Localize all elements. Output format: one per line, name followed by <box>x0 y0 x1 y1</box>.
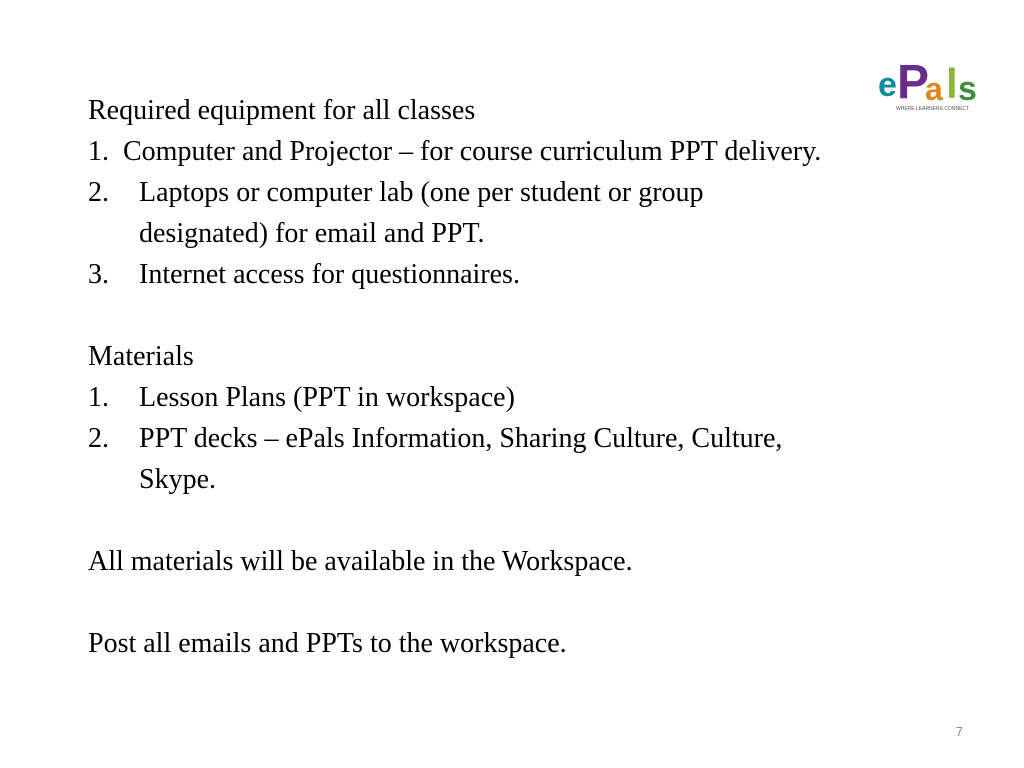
equipment-item-2-text: Laptops or computer lab (one per student or group designated) for email and PPT. <box>139 177 704 249</box>
logo-letter-p: P <box>897 56 930 109</box>
heading-equipment: Required equipment for all classes <box>88 95 476 126</box>
materials-item-1 <box>88 377 839 418</box>
logo-letter-l: l <box>946 60 958 107</box>
heading-materials: Materials <box>88 341 194 372</box>
logo-letter-a: a <box>925 71 943 107</box>
spacer <box>88 500 888 541</box>
equipment-item-1 <box>88 131 868 172</box>
note-post: Post all emails and PPTs to the workspace. <box>88 628 567 659</box>
note-availability: All materials will be available in the Workspace. <box>88 546 633 577</box>
materials-item-1-number: 1. <box>88 382 109 413</box>
materials-item-2-text: PPT decks – ePals Information, Sharing Culture, Culture, Skype. <box>139 423 783 495</box>
slide-body <box>88 90 888 664</box>
equipment-item-3-text: Internet access for questionnaires. <box>139 259 520 290</box>
epals-logo <box>874 52 986 120</box>
equipment-item-3-number: 3. <box>88 259 109 290</box>
equipment-item-1-text: Computer and Projector – for course curriculum PPT delivery. <box>123 136 822 167</box>
materials-item-1-text: Lesson Plans (PPT in workspace) <box>139 382 515 413</box>
spacer <box>88 582 888 623</box>
equipment-item-2-number: 2. <box>88 177 109 208</box>
materials-item-2-number: 2. <box>88 423 109 454</box>
logo-tagline: WHERE LEARNERS CONNECT <box>896 106 970 112</box>
equipment-item-2 <box>88 172 839 254</box>
page-number: 7 <box>955 724 963 739</box>
equipment-item-3 <box>88 254 839 295</box>
equipment-item-1-number: 1. <box>88 136 109 167</box>
logo-letter-s: s <box>958 70 977 108</box>
epals-logo-graphic <box>874 52 986 120</box>
materials-item-2 <box>88 418 819 500</box>
logo-letter-e: e <box>878 66 897 104</box>
spacer <box>88 295 888 336</box>
